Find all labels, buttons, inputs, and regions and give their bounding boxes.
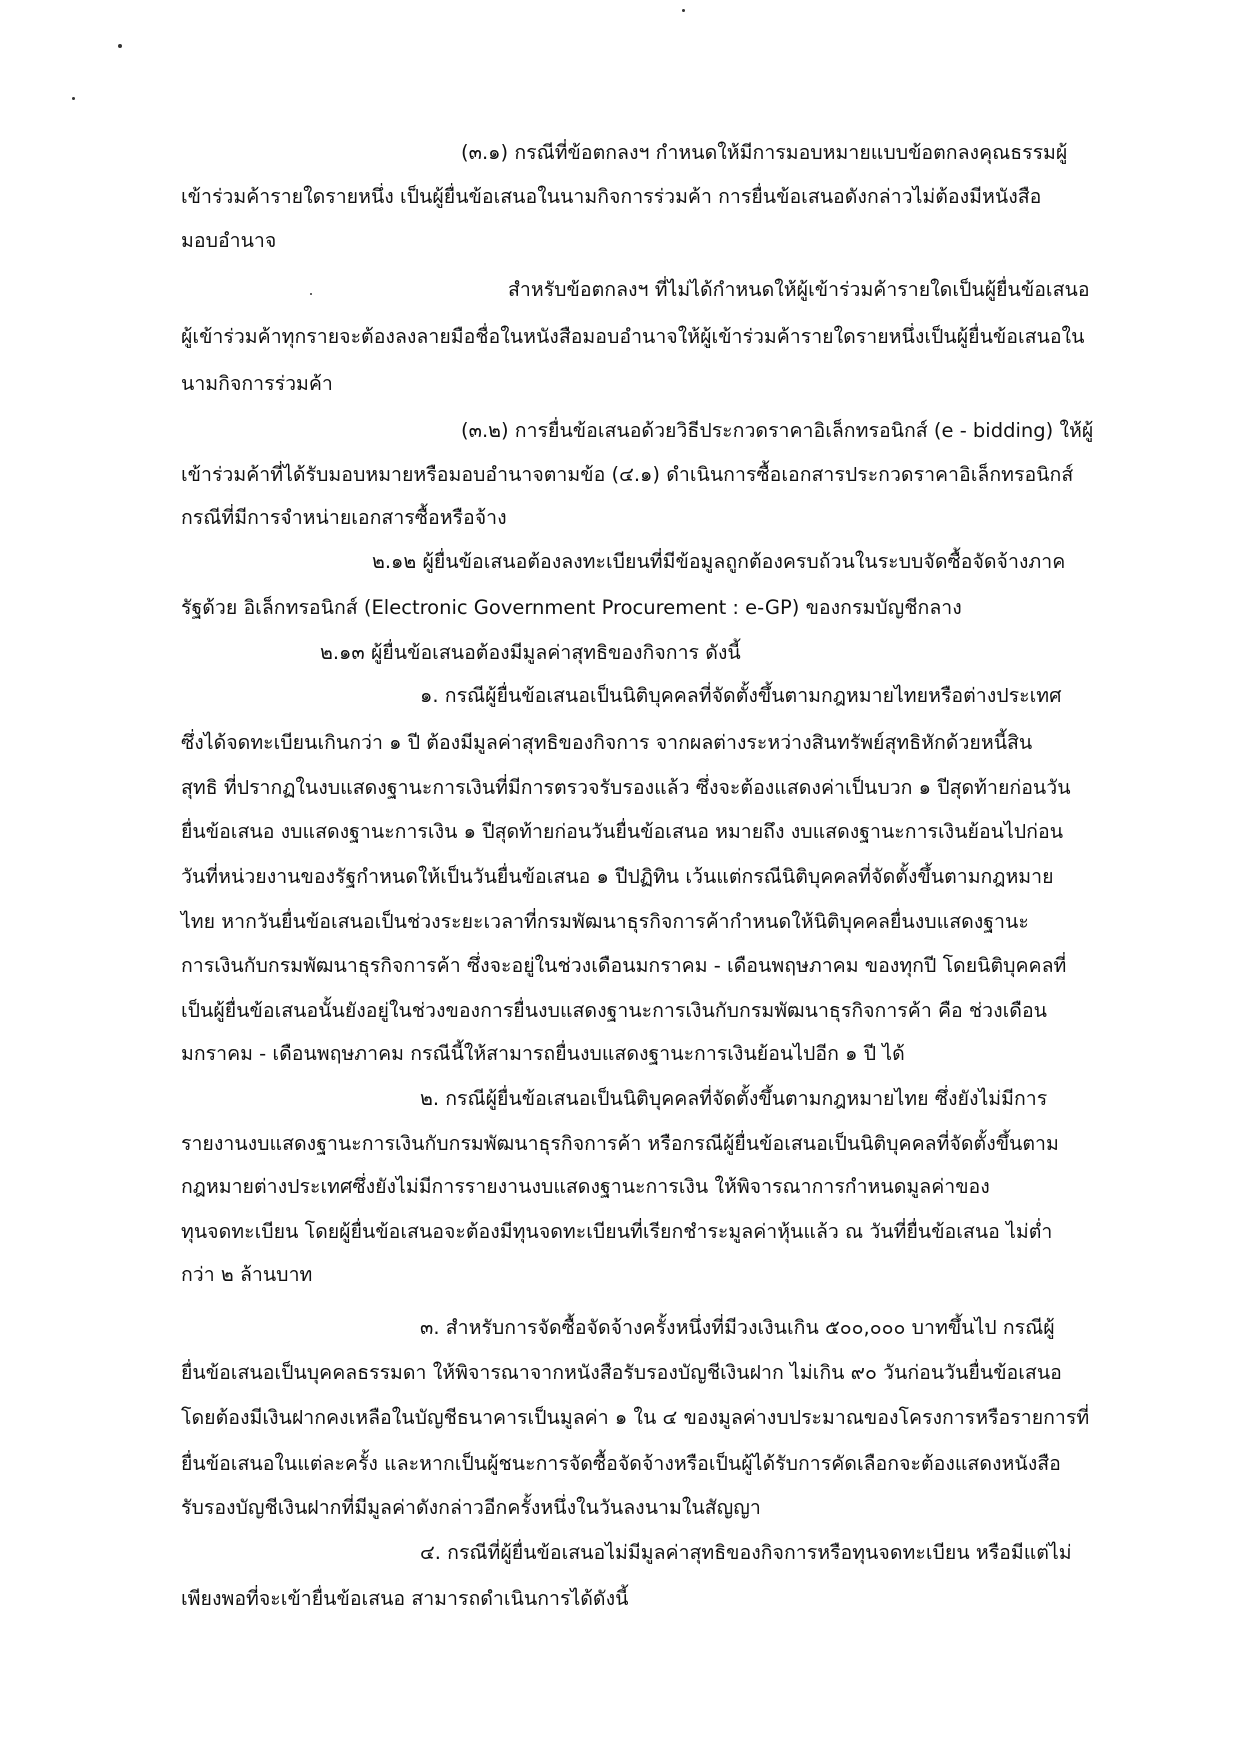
- text-line: สุทธิ ที่ปรากฏในงบแสดงฐานะการเงินที่มีการตรวจรับรองแล้ว ซึ่งจะต้องแสดงค่าเป็นบวก ๑ ปีสุดท้ายก่อนวัน: [181, 776, 1071, 799]
- text-line: ซึ่งได้จดทะเบียนเกินกว่า ๑ ปี ต้องมีมูลค่าสุทธิของกิจการ จากผลต่างระหว่างสินทรัพย์สุทธิหักด้วยหนี้สิน: [181, 731, 1033, 754]
- scan-speck: [682, 9, 685, 12]
- text-line: ๔. กรณีที่ผู้ยื่นข้อเสนอไม่มีมูลค่าสุทธิของกิจการหรือทุนจดทะเบียน หรือมีแต่ไม่: [420, 1541, 1072, 1564]
- text-line: วันที่หน่วยงานของรัฐกำหนดให้เป็นวันยื่นข้อเสนอ ๑ ปีปฏิทิน เว้นแต่กรณีนิติบุคคลที่จัดตั้งขึ้นตามกฎหมาย: [181, 865, 1054, 888]
- text-line: นามกิจการร่วมค้า: [181, 372, 333, 395]
- text-line: ยื่นข้อเสนอ งบแสดงฐานะการเงิน ๑ ปีสุดท้ายก่อนวันยื่นข้อเสนอ หมายถึง งบแสดงฐานะการเงินย้อนไปก่อน: [181, 820, 1064, 843]
- text-line: เข้าร่วมค้าที่ได้รับมอบหมายหรือมอบอำนาจตามข้อ (๔.๑) ดำเนินการซื้อเอกสารประกวดราคาอิเล็กทรอนิกส์: [181, 463, 1074, 486]
- text-line: ยื่นข้อเสนอเป็นบุคคลธรรมดา ให้พิจารณาจากหนังสือรับรองบัญชีเงินฝาก ไม่เกิน ๙๐ วันก่อนวันยื่นข้อเสนอ: [181, 1361, 1062, 1384]
- text-line: โดยต้องมีเงินฝากคงเหลือในบัญชีธนาคารเป็นมูลค่า ๑ ใน ๔ ของมูลค่างบประมาณของโครงการหรือรายการที่: [181, 1406, 1090, 1429]
- text-line: กฎหมายต่างประเทศซึ่งยังไม่มีการรายงานงบแสดงฐานะการเงิน ให้พิจารณาการกำหนดมูลค่าของ: [181, 1175, 990, 1198]
- scan-speck: [72, 97, 75, 100]
- text-line: ผู้เข้าร่วมค้าทุกรายจะต้องลงลายมือชื่อในหนังสือมอบอำนาจให้ผู้เข้าร่วมค้ารายใดรายหนึ่งเป็นผู้ยื่นข้อเสนอใน: [181, 325, 1085, 348]
- text-line: เข้าร่วมค้ารายใดรายหนึ่ง เป็นผู้ยื่นข้อเสนอในนามกิจการร่วมค้า การยื่นข้อเสนอดังกล่าวไม่ต้องมีหนังสือ: [181, 185, 1042, 208]
- text-line: การเงินกับกรมพัฒนาธุรกิจการค้า ซึ่งจะอยู่ในช่วงเดือนมกราคม - เดือนพฤษภาคม ของทุกปี โดยนิติบุคคลที่: [181, 954, 1067, 977]
- text-line: มกราคม - เดือนพฤษภาคม กรณีนี้ให้สามารถยื่นงบแสดงฐานะการเงินย้อนไปอีก ๑ ปี ได้: [181, 1042, 905, 1065]
- scan-speck: [118, 44, 122, 48]
- text-line: ทุนจดทะเบียน โดยผู้ยื่นข้อเสนอจะต้องมีทุนจดทะเบียนที่เรียกชำระมูลค่าหุ้นแล้ว ณ วันที่ยื่นข้อเสนอ ไม่ต่ำ: [181, 1220, 1053, 1243]
- text-line: (๓.๒) การยื่นข้อเสนอด้วยวิธีประกวดราคาอิเล็กทรอนิกส์ (e - bidding) ให้ผู้: [461, 419, 1094, 442]
- text-line: ๒.๑๓ ผู้ยื่นข้อเสนอต้องมีมูลค่าสุทธิของกิจการ ดังนี้: [320, 641, 741, 664]
- text-line: รับรองบัญชีเงินฝากที่มีมูลค่าดังกล่าวอีกครั้งหนึ่งในวันลงนามในสัญญา: [181, 1496, 761, 1519]
- text-line: กรณีที่มีการจำหน่ายเอกสารซื้อหรือจ้าง: [181, 506, 507, 529]
- text-line: ยื่นข้อเสนอในแต่ละครั้ง และหากเป็นผู้ชนะการจัดซื้อจัดจ้างหรือเป็นผู้ได้รับการคัดเลือกจะต้องแสดงหนังสือ: [181, 1452, 1061, 1475]
- text-line: รัฐด้วย อิเล็กทรอนิกส์ (Electronic Government Procurement : e-GP) ของกรมบัญชีกลาง: [181, 596, 962, 619]
- text-line: เพียงพอที่จะเข้ายื่นข้อเสนอ สามารถดำเนินการได้ดังนี้: [181, 1587, 629, 1610]
- text-line: มอบอำนาจ: [181, 229, 277, 252]
- text-line: ๑. กรณีผู้ยื่นข้อเสนอเป็นนิติบุคคลที่จัดตั้งขึ้นตามกฎหมายไทยหรือต่างประเทศ: [420, 684, 1062, 707]
- text-line: ๓. สำหรับการจัดซื้อจัดจ้างครั้งหนึ่งที่มีวงเงินเกิน ๕๐๐,๐๐๐ บาทขึ้นไป กรณีผู้: [420, 1316, 1055, 1339]
- text-line: (๓.๑) กรณีที่ข้อตกลงฯ กำหนดให้มีการมอบหมายแบบข้อตกลงคุณธรรมผู้: [461, 141, 1068, 164]
- text-line: ๒.๑๒ ผู้ยื่นข้อเสนอต้องลงทะเบียนที่มีข้อมูลถูกต้องครบถ้วนในระบบจัดซื้อจัดจ้างภาค: [372, 550, 1066, 573]
- text-line: กว่า ๒ ล้านบาท: [181, 1263, 313, 1286]
- scan-speck: [310, 293, 312, 295]
- text-line: ๒. กรณีผู้ยื่นข้อเสนอเป็นนิติบุคคลที่จัดตั้งขึ้นตามกฎหมายไทย ซึ่งยังไม่มีการ: [420, 1087, 1048, 1110]
- text-line: สำหรับข้อตกลงฯ ที่ไม่ได้กำหนดให้ผู้เข้าร่วมค้ารายใดเป็นผู้ยื่นข้อเสนอ: [508, 278, 1090, 301]
- text-line: เป็นผู้ยื่นข้อเสนอนั้นยังอยู่ในช่วงของการยื่นงบแสดงฐานะการเงินกับกรมพัฒนาธุรกิจการค้า คือ ช่วงเดือน: [181, 999, 1047, 1022]
- text-line: ไทย หากวันยื่นข้อเสนอเป็นช่วงระยะเวลาที่กรมพัฒนาธุรกิจการค้ากำหนดให้นิติบุคคลยื่นงบแสดงฐานะ: [181, 910, 1029, 933]
- text-line: รายงานงบแสดงฐานะการเงินกับกรมพัฒนาธุรกิจการค้า หรือกรณีผู้ยื่นข้อเสนอเป็นนิติบุคคลที่จัดตั้งขึ้นตาม: [181, 1132, 1059, 1155]
